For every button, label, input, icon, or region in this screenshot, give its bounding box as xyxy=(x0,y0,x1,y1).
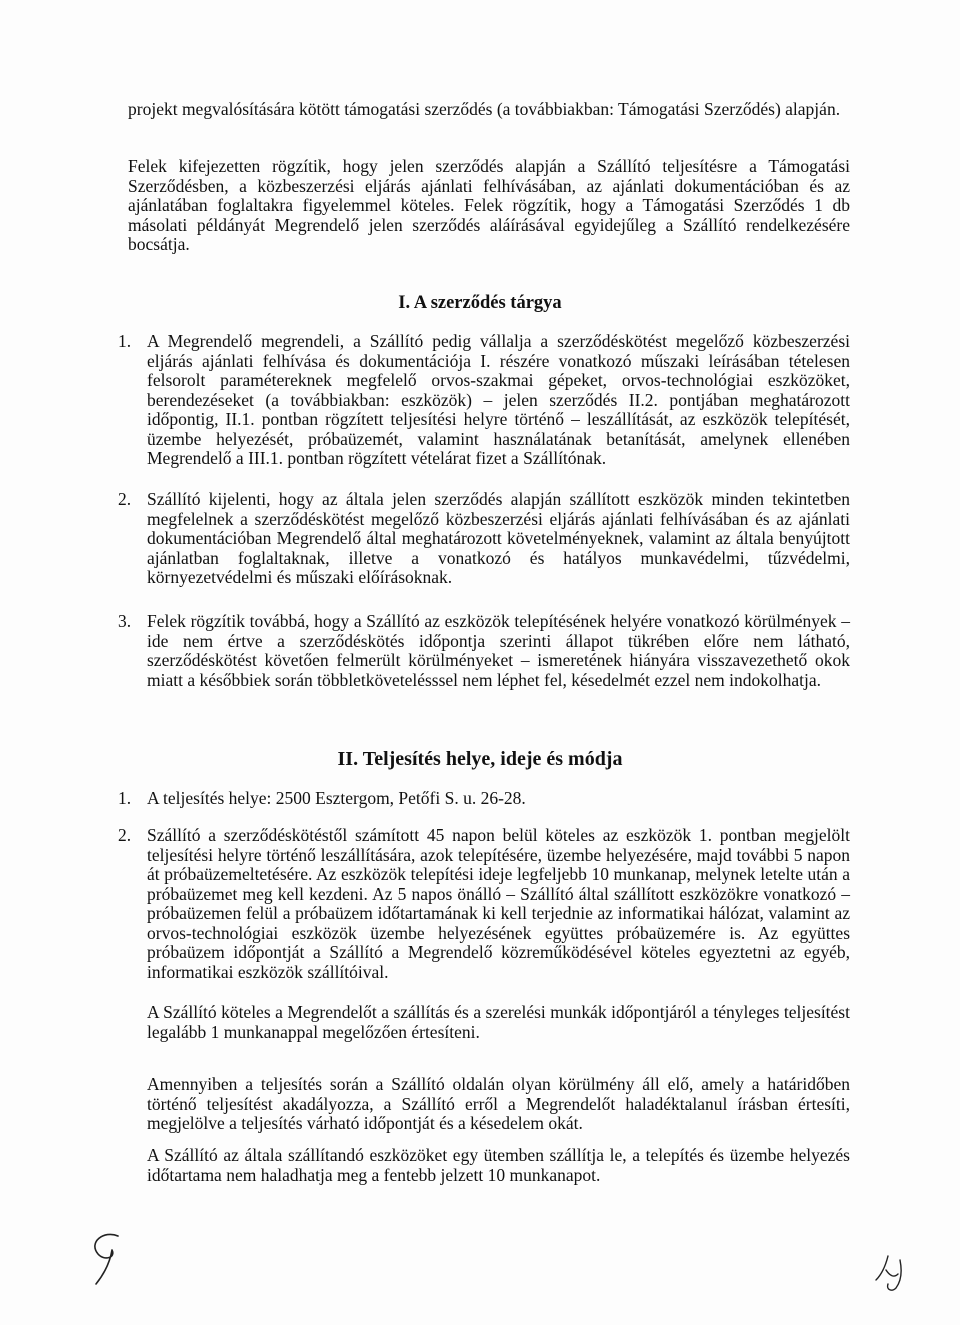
section-2-item-2 xyxy=(118,826,850,982)
item-text: A teljesítés helye: 2500 Esztergom, Petőfi S. u. 26-28. xyxy=(147,788,526,808)
item-number: 1. xyxy=(118,331,132,351)
intro-paragraph-2: Felek kifejezetten rögzítik, hogy jelen szerződés alapján a Szállító teljesítésre a Támogatási Szerződésben, a közbeszerzési eljárás ajánlati felhívásában, az ajánlati dokumentációban és az ajánlatában foglaltakra figyelemmel köteles. Felek rögzítik, hogy a Támogatási Szerződés 1 db másolati példányát Megrendelő jelen szerződés aláírásával egyidejűleg a Szállító rendelkezésére bocsátja. xyxy=(128,156,850,254)
initials-signature-right xyxy=(868,1250,913,1295)
section-2-paragraph-delay: Amennyiben a teljesítés során a Szállító oldalán olyan körülmény áll elő, amely a határidőben történő teljesítést akadályozza, a Szállító erről a Megrendelőt haladéktalanul írásban értesíti, megjelölve a teljesítés várható időpontját és a késedelem okát. xyxy=(147,1074,850,1133)
initials-signature-left xyxy=(82,1228,132,1288)
item-number: 1. xyxy=(118,788,132,808)
item-number: 2. xyxy=(118,825,132,845)
section-2-paragraph-notice: A Szállító köteles a Megrendelőt a szállítás és a szerelési munkák időpontjáról a tényleges teljesítést legalább 1 munkanappal megelőzően értesíteni. xyxy=(147,1002,850,1042)
section-2-title: II. Teljesítés helye, ideje és módja xyxy=(337,748,623,770)
item-text: Szállító kijelenti, hogy az általa jelen szerződés alapján szállított eszközök minden tekintetben megfelelnek a szerződéskötést megelőző közbeszerzési eljárás ajánlati felhívásában és az ajánlati dokumentációban Megrendelő által meghatározott követelményeknek, valamint az általa benyújtott ajánlatban foglaltaknak, illetve a vonatkozó és hatályos munkavédelmi, tűzvédelmi, környezetvédelmi és műszaki előírásoknak. xyxy=(147,489,850,587)
item-number: 3. xyxy=(118,611,132,631)
section-1-item-2 xyxy=(118,490,850,588)
section-1-item-3 xyxy=(118,612,850,690)
item-text: Felek rögzítik továbbá, hogy a Szállító az eszközök telepítésének helyére vonatkozó körülmények – ide nem értve a szerződéskötés időpontja szerinti állapot tükrében előre nem látható, szerződéskötést követően felmerült körülményeket – ismeretének hiányára visszavezethető okok miatt a későbbiek során többletkövetelésssel nem léphet fel, késedelmét ezzel nem indokolhatja. xyxy=(147,611,850,690)
section-2-item-1 xyxy=(118,789,850,809)
section-1-title: I. A szerződés tárgya xyxy=(398,293,562,313)
item-text: Szállító a szerződéskötéstől számított 45 napon belül köteles az eszközök 1. pontban megjelölt teljesítési helyre történő leszállítására, azok telepítésére, üzembe helyezésére, majd további 5 napon át próbaüzemeltetésére. Az eszközök telepítési ideje legfeljebb 10 munkanap, melynek letelte után a próbaüzemet meg kell kezdeni. Az 5 napos önálló – Szállító által szállított eszközökre vonatkozó – próbaüzemen felül a próbaüzem időtartamának ki kell terjednie az informatikai hálózat, valamint az orvos-technológiai eszközök üzembe helyezésének együttes próbaüzemére is. Az együttes próbaüzem időpontját a Szállító a Megrendelő közreműködésével köteles egyeztetni az egyéb, informatikai eszközök szállítóival. xyxy=(147,825,850,982)
item-number: 2. xyxy=(118,489,132,509)
item-text: A Megrendelő megrendeli, a Szállító pedig vállalja a szerződéskötést megelőző közbeszerzési eljárás ajánlati felhívása és dokumentációja I. részére vonatkozó műszaki leírásában tételesen felsorolt paramétereknek megfelelő orvos-szakmai gépeket, orvos-technológiai eszközöket, berendezéseket (a továbbiakban: eszközök) – jelen szerződés II.2. pontjában meghatározott időpontig, II.1. pontban rögzített teljesítési helyre történő – leszállítását, az eszközök telepítését, üzembe helyezését, próbaüzemét, valamint használatának betanítását, amelynek ellenében Megrendelő a III.1. pontban rögzített vételárat fizet a Szállítónak. xyxy=(147,331,850,468)
section-2-paragraph-schedule: A Szállító az általa szállítandó eszközöket egy ütemben szállítja le, a telepítés és üzembe helyezés időtartama nem haladhatja meg a fentebb jelzett 10 munkanapot. xyxy=(147,1145,850,1185)
section-1-item-1 xyxy=(118,332,850,469)
intro-paragraph-1: projekt megvalósítására kötött támogatási szerződés (a továbbiakban: Támogatási Szerződés) alapján. xyxy=(128,99,841,119)
